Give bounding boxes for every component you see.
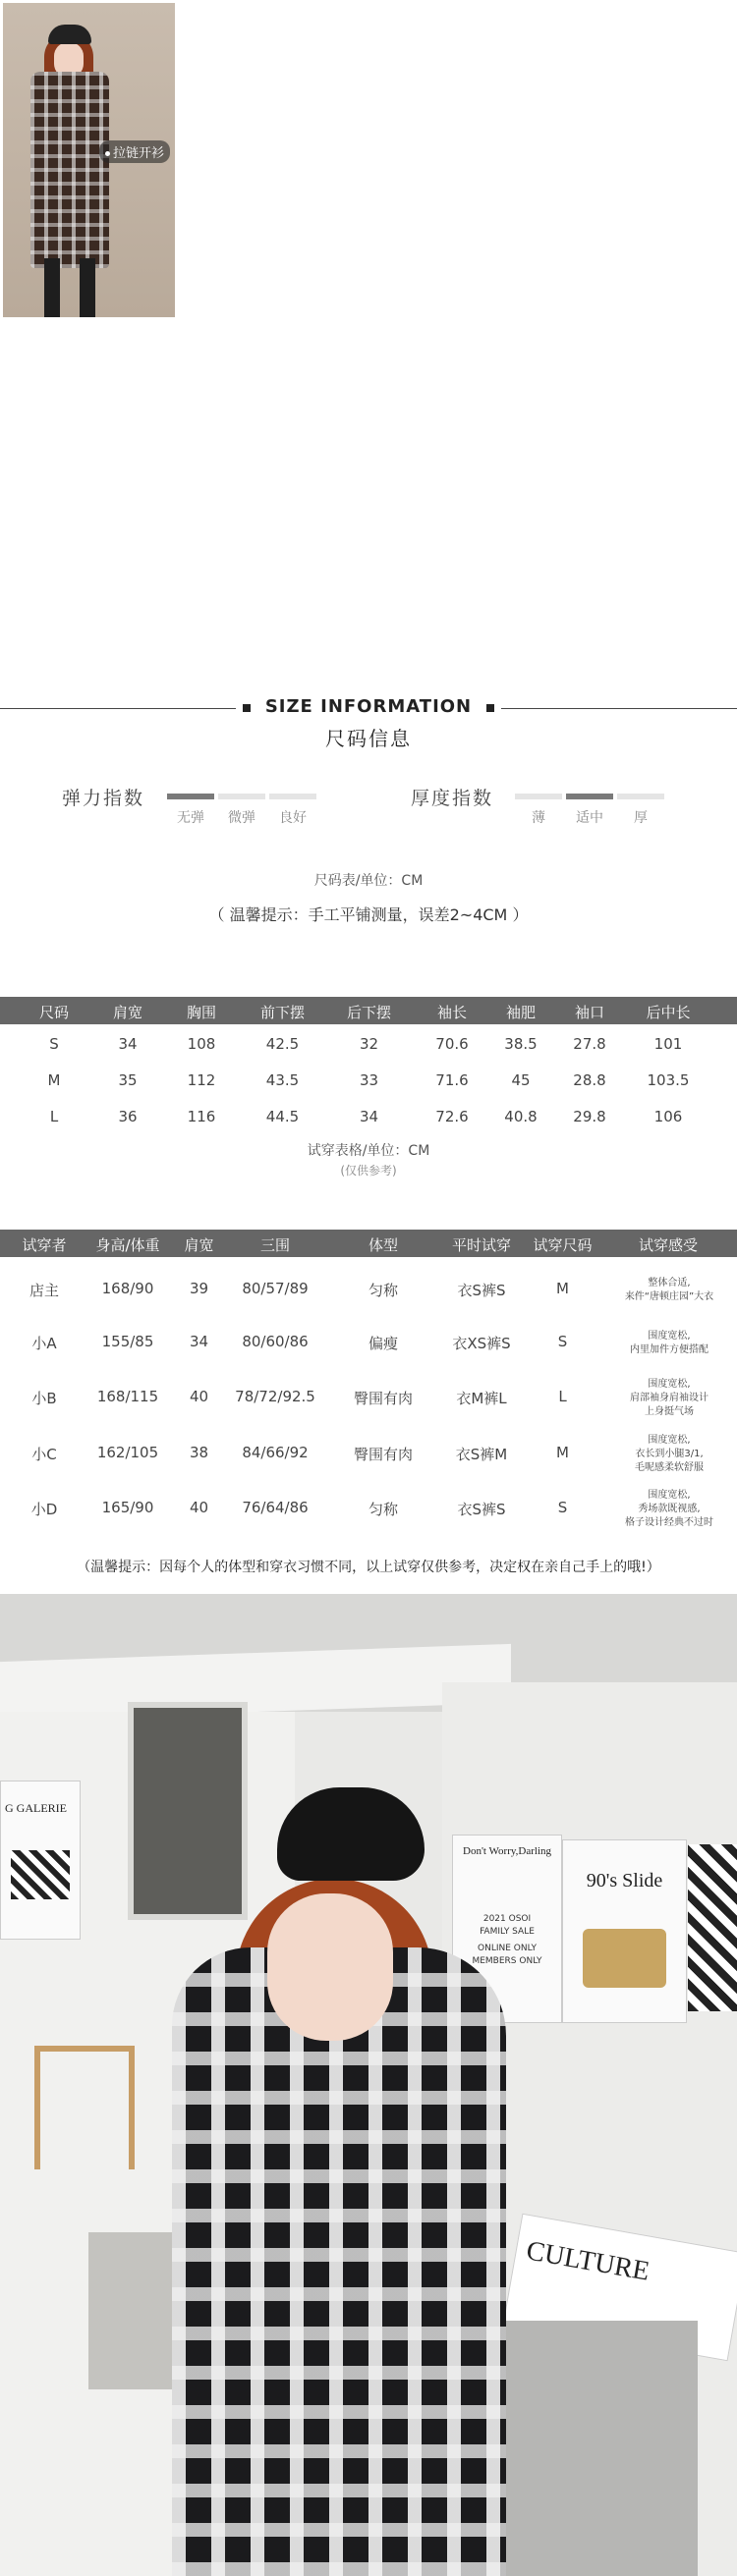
tryon-feel-line: 衣长到小腿3/1, [635,1449,704,1459]
photo-window [128,1702,248,1920]
tryon-unit-note: 试穿表格/单位：CM [307,1143,430,1159]
tryon-cell: 78/72/92.5 [235,1388,315,1405]
tryon-cell: 臀围有肉 [353,1390,413,1407]
tryon-col-header: 三围 [259,1236,290,1254]
elasticity-bar [269,794,316,799]
size-cell: L [49,1108,59,1125]
size-cell: 40.8 [504,1108,538,1125]
size-cell: 34 [359,1108,379,1125]
pattern-poster [688,1844,737,2011]
tryon-cell: 小D [30,1501,58,1518]
size-cell: 43.5 [265,1071,300,1089]
size-col-header: 袖口 [574,1004,604,1021]
size-cell: 45 [511,1071,531,1089]
model-photo [0,1594,737,2576]
tryon-cell: 衣S裤S [457,1501,506,1518]
size-info-title-en: SIZE INFORMATION [264,696,473,717]
tryon-table-row [0,1277,737,1306]
poster-line: 2021 OSOI [482,1914,532,1924]
product-tag-label: 拉链开衫 [113,146,165,161]
product-thumbnail[interactable] [3,3,175,317]
model-beret [277,1787,425,1881]
thickness-option: 厚 [634,810,648,826]
tryon-feel-line: 毛呢感柔软舒服 [635,1462,704,1473]
size-col-header: 尺码 [38,1004,69,1021]
tag-dot-icon [105,151,110,156]
tryon-cell: 168/90 [101,1280,154,1297]
size-cell: 29.8 [573,1108,606,1125]
thickness-bar [566,794,613,799]
size-info-title-cn: 尺码信息 [325,727,412,750]
tryon-tip: （温馨提示：因每个人的体型和穿衣习惯不同，以上试穿仅供参考，决定权在亲自己手上的哦!） [77,1560,660,1575]
tryon-cell: L [558,1388,567,1405]
tryon-cell: 衣S裤M [455,1446,508,1463]
size-col-header: 后下摆 [346,1004,391,1021]
tryon-table-row [0,1330,737,1359]
tryon-cell: 偏瘦 [368,1335,398,1352]
tryon-cell: 衣XS裤S [452,1335,511,1352]
tryon-cell: 84/66/92 [242,1444,309,1461]
tryon-table-row [0,1378,737,1419]
thickness-bar [617,794,664,799]
thumbnail-hat [48,25,91,44]
tryon-feel-line: 围度宽松, [648,1490,691,1501]
size-cell: 33 [359,1071,379,1089]
tryon-feel-line: 秀场款既视感, [638,1504,701,1514]
size-cell: 103.5 [647,1071,690,1089]
tryon-table-header [0,1230,737,1257]
size-cell: 112 [187,1071,216,1089]
size-cell: 34 [118,1035,138,1053]
tryon-cell: 34 [189,1333,209,1350]
thickness-bar [515,794,562,799]
thickness-label: 厚度指数 [411,788,494,809]
size-cell: 116 [187,1108,216,1125]
poster-line: MEMBERS ONLY [472,1956,542,1966]
elasticity-option: 良好 [279,810,307,826]
tryon-feel-line: 围度宽松, [648,1435,691,1446]
tryon-col-header: 身高/体重 [95,1236,160,1254]
model-plaid-coat [172,1947,506,2576]
tryon-cell: S [557,1333,568,1350]
elasticity-option: 无弹 [177,810,204,826]
tryon-cell: 小A [31,1335,57,1352]
tryon-feel-line: 格子设计经典不过时 [625,1517,713,1528]
tryon-feel-line: 整体合适, [648,1278,691,1288]
magazine-title: CULTURE [524,2235,652,2287]
tryon-cell: 衣M裤L [456,1390,507,1407]
tryon-feel-line: 上身挺气场 [645,1406,694,1417]
size-cell: 35 [118,1071,138,1089]
size-cell: 44.5 [265,1108,300,1125]
thickness-option: 薄 [532,810,545,826]
thumbnail-boot [80,258,95,317]
elasticity-bar [218,794,265,799]
thumbnail-boot [44,258,60,317]
size-cell: 28.8 [573,1071,606,1089]
size-cell: S [49,1035,59,1053]
tryon-col-header: 平时试穿 [451,1236,511,1254]
tryon-cell: 小B [31,1390,57,1407]
size-cell: 71.6 [435,1071,469,1089]
tryon-cell: 店主 [28,1282,59,1299]
size-cell: M [47,1071,61,1089]
poster-line: FAMILY SALE [480,1927,535,1937]
size-col-header: 袖肥 [505,1004,536,1021]
tryon-cell: 衣S裤S [457,1282,506,1299]
size-table-row [0,1071,737,1095]
tryon-table-row [0,1434,737,1475]
tryon-cell: 臀围有肉 [353,1446,413,1463]
size-unit-note: 尺码表/单位：CM [313,873,424,889]
size-col-header: 肩宽 [112,1004,142,1021]
size-table-row [0,1108,737,1131]
size-col-header: 袖长 [436,1004,467,1021]
tryon-cell: 168/115 [96,1388,159,1405]
size-col-header: 前下摆 [259,1004,305,1021]
measurement-tip: （ 温馨提示：手工平铺测量，误差2~4CM ） [208,905,529,924]
tryon-col-header: 试穿尺码 [533,1236,593,1254]
size-cell: 38.5 [504,1035,538,1053]
poster-line: ONLINE ONLY [478,1944,537,1953]
size-cell: 42.5 [265,1035,300,1053]
poster-sandal-art [583,1929,666,1988]
size-col-header: 后中长 [646,1004,691,1021]
poster-title: 90's Slide [586,1870,663,1891]
size-col-header: 胸围 [186,1004,216,1021]
size-cell: 70.6 [435,1035,469,1053]
concrete-block [501,2321,698,2576]
tryon-col-header: 肩宽 [184,1236,214,1254]
slide-poster [562,1839,687,2023]
tryon-cell: 76/64/86 [242,1499,309,1516]
galerie-poster [0,1781,81,1940]
tryon-col-header: 试穿者 [22,1236,67,1254]
tryon-cell: 155/85 [101,1333,154,1350]
tryon-cell: 40 [189,1499,209,1516]
size-cell: 32 [359,1035,379,1053]
thumbnail-plaid-coat [30,72,109,268]
size-table-row [0,1035,737,1059]
size-cell: 108 [187,1035,216,1053]
size-cell: 27.8 [573,1035,606,1053]
elasticity-option: 微弹 [228,810,255,826]
tryon-feel-line: 内里加件方便搭配 [630,1344,709,1355]
tryon-cell: 40 [189,1388,209,1405]
tryon-cell: 匀称 [368,1282,398,1299]
elasticity-bar [167,794,214,799]
tryon-feel-line: 肩部袖身肩袖设计 [630,1393,709,1403]
thickness-option: 适中 [576,810,603,826]
tryon-cell: M [556,1444,569,1461]
size-cell: 72.6 [435,1108,469,1125]
model-face [267,1893,393,2041]
size-table-header [0,997,737,1024]
size-cell: 101 [653,1035,683,1053]
tryon-cell: 162/105 [96,1444,159,1461]
tryon-col-header: 体型 [368,1236,398,1254]
size-cell: 106 [653,1108,683,1125]
tryon-feel-line: 围度宽松, [648,1379,691,1390]
tryon-cell: 匀称 [368,1501,398,1518]
tryon-cell: S [557,1499,568,1516]
elasticity-label: 弹力指数 [62,788,145,809]
tryon-ref-note: (仅供参考) [340,1164,397,1178]
poster-checker-art [11,1850,70,1899]
tryon-cell: 38 [189,1444,209,1461]
tryon-cell: 小C [31,1446,57,1463]
tryon-cell: 80/57/89 [242,1280,309,1297]
tryon-cell: 80/60/86 [242,1333,309,1350]
product-tag[interactable] [99,140,170,163]
photo-chair [34,2046,135,2169]
size-cell: 36 [118,1108,138,1125]
tryon-feel-line: 来件“唐顿庄园”大衣 [624,1291,714,1302]
galerie-sign-text: G GALERIE [5,1801,67,1815]
tryon-cell: 165/90 [101,1499,154,1516]
tryon-feel-line: 围度宽松, [648,1331,691,1342]
poster-title: Don't Worry,Darling [463,1845,551,1857]
tryon-cell: M [556,1280,569,1297]
tryon-col-header: 试穿感受 [638,1236,698,1254]
tryon-table-row [0,1489,737,1530]
tryon-cell: 39 [189,1280,209,1297]
